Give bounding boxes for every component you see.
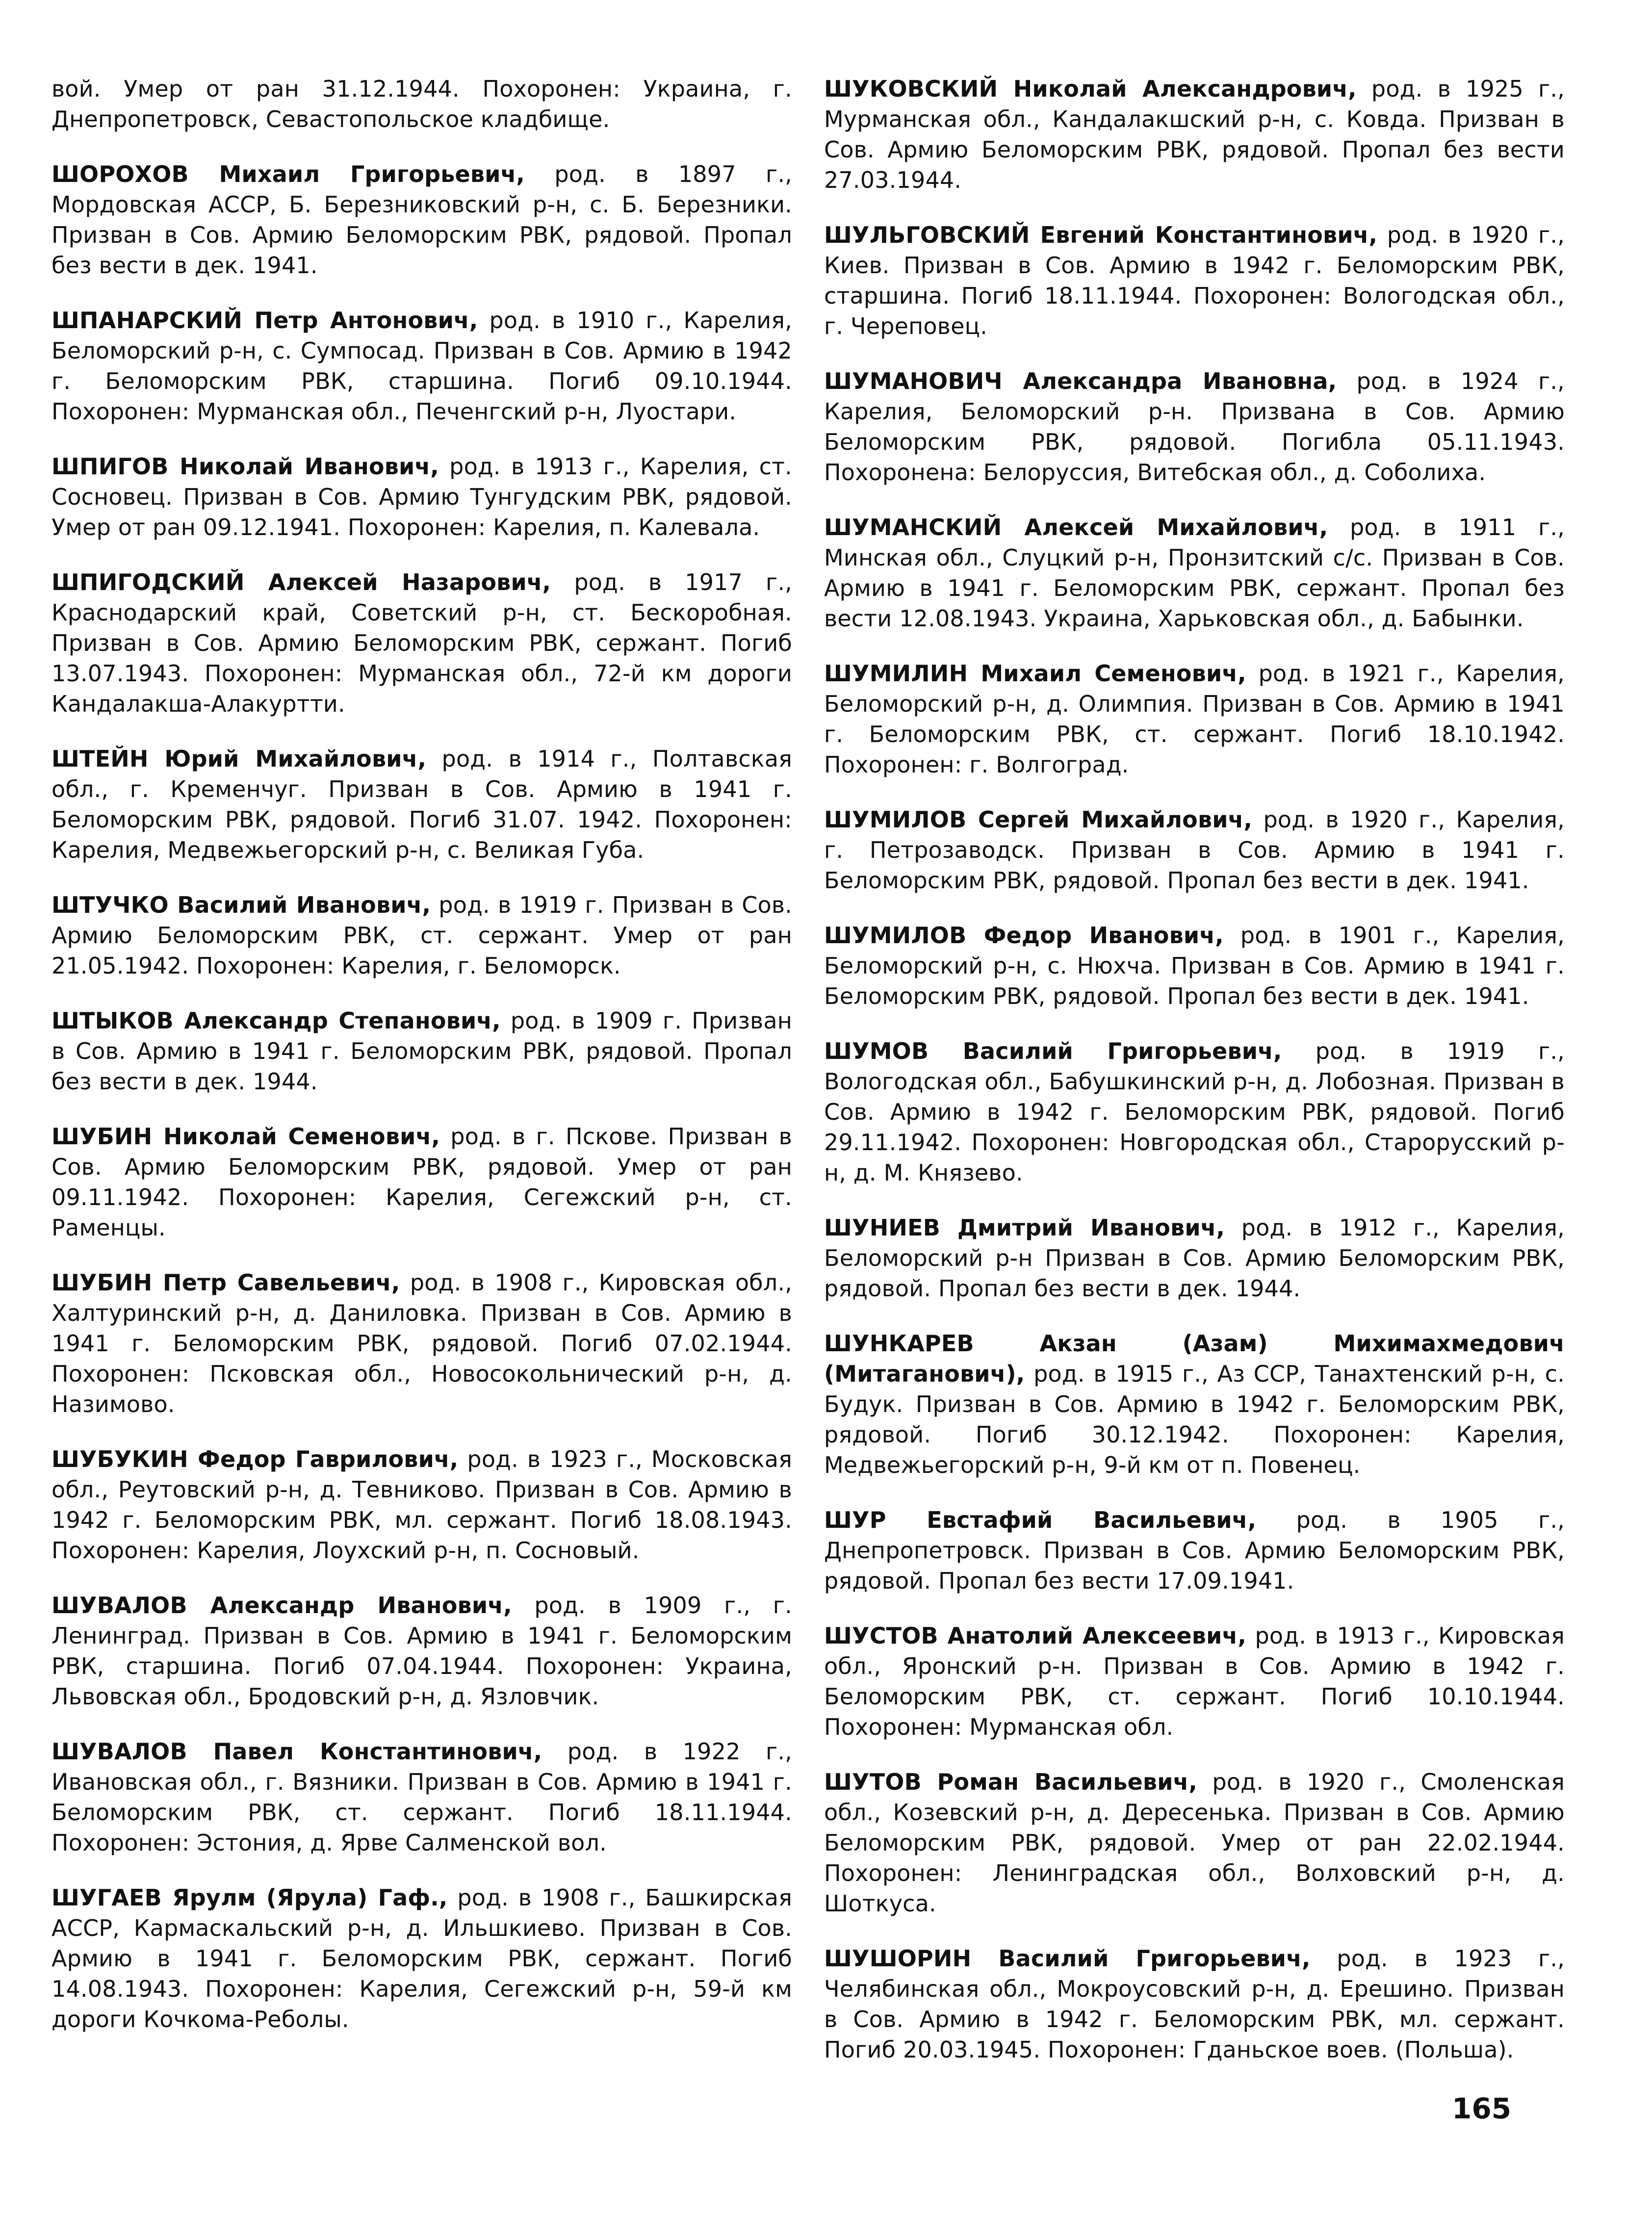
entry-text: род. в 1917 г., Краснодарский край, Советский р-н, ст. Бескоробная. Призван в Сов. Армию Беломорским РВК, сержант. Погиб 13.07.1943. Похоронен: Мурманская обл., 72-й км дороги Кандалакша-Алакуртти. (52, 569, 792, 717)
entry-name: ШПИГОДСКИЙ Алексей Назарович, (52, 569, 551, 595)
entry-name: ШТЫКОВ Александр Степанович, (52, 1007, 501, 1034)
entry (52, 451, 792, 542)
entry-name: ШУМОВ Василий Григорьевич, (824, 1038, 1282, 1064)
entry (52, 1444, 792, 1566)
entry (824, 1943, 1565, 2065)
entry-text: род. в 1913 г., Кировская обл., Яронский р-н. Призван в Сов. Армию в 1942 г. Беломорским РВК, ст. сержант. Погиб 10.10.1944. Похоронен: Мурманская обл. (824, 1622, 1565, 1740)
entry (52, 1005, 792, 1097)
entry (52, 890, 792, 981)
entry-name: ШУМИЛОВ Сергей Михайлович, (824, 806, 1253, 833)
entry (824, 1621, 1565, 1742)
entry-text: род. в 1923 г., Московская обл., Реутовский р-н, д. Тевниково. Призван в Сов. Армию в 1942 г. Беломорским РВК, мл. сержант. Погиб 18.08.1943. Похоронен: Карелия, Лоухский р-н, п. Сосновый. (52, 1446, 792, 1564)
entry-name: ШУКОВСКИЙ Николай Александрович, (824, 76, 1357, 102)
entry-text: род. в 1924 г., Карелия, Беломорский р-н. Призвана в Сов. Армию Беломорским РВК, рядовой. Погибла 05.11.1943. Похоронена: Белоруссия, Витебская обл., д. Соболиха. (824, 368, 1565, 486)
entry-text: род. в 1909 г. Призван в Сов. Армию в 1941 г. Беломорским РВК, рядовой. Пропал без вести в дек. 1944. (52, 1007, 792, 1095)
entry (824, 920, 1565, 1011)
entry-text: род. в 1912 г., Карелия, Беломорский р-н Призван в Сов. Армию Беломорским РВК, рядовой. Пропал без вести в дек. 1944. (824, 1214, 1565, 1302)
entry (52, 305, 792, 427)
entry-name: ШУЛЬГОВСКИЙ Евгений Константинович, (824, 222, 1378, 248)
entry-name: ШУБИН Петр Савельевич, (52, 1269, 400, 1296)
entry-text: род. в 1914 г., Полтавская обл., г. Кременчуг. Призван в Сов. Армию в 1941 г. Беломорским РВК, рядовой. Погиб 31.07. 1942. Похоронен: Карелия, Медвежьегорский р-н, с. Великая Губа. (52, 746, 792, 863)
entry (52, 1121, 792, 1243)
entry-name: ШУМАНОВИЧ Александра Ивановна, (824, 368, 1337, 394)
page-number: 165 (1452, 2092, 1512, 2125)
entry-text: род. в 1897 г., Мордовская АССР, Б. Березниковский р-н, с. Б. Березники. Призван в Сов. Армию Беломорским РВК, рядовой. Пропал без вести в дек. 1941. (52, 161, 792, 279)
entry (824, 1212, 1565, 1304)
entry-text: род. в 1908 г., Кировская обл., Халтуринский р-н, д. Даниловка. Призван в Сов. Армию в 1941 г. Беломорским РВК, рядовой. Погиб 07.02.1944. Похоронен: Псковская обл., Новосокольнический р-н, д. Назимово. (52, 1269, 793, 1417)
entry-text: род. в 1921 г., Карелия, Беломорский р-н, д. Олимпия. Призван в Сов. Армию в 1941 г. Беломорским РВК, ст. сержант. Погиб 18.10.1942. Похоронен: г. Волгоград. (824, 660, 1565, 778)
entry-text: род. в 1920 г., Карелия, г. Петрозаводск. Призван в Сов. Армию в 1941 г. Беломорским РВК, рядовой. Пропал без вести в дек. 1941. (824, 806, 1565, 894)
entry-text: род. в 1909 г., г. Ленинград. Призван в Сов. Армию в 1941 г. Беломорским РВК, старшина. Погиб 07.04.1944. Похоронен: Украина, Львовская обл., Бродовский р-н, д. Язловчик. (52, 1592, 792, 1710)
entry-name: ШТЕЙН Юрий Михайлович, (52, 746, 427, 772)
entry (52, 74, 792, 134)
entry-text: род. в 1920 г., Смоленская обл., Козевский р-н, д. Дересенька. Призван в Сов. Армию Беломорским РВК, рядовой. Умер от ран 22.02.1944. Похоронен: Ленинградская обл., Волховский р-н, д. Шоткуса. (824, 1769, 1565, 1917)
entry-name: ШТУЧКО Василий Иванович, (52, 892, 431, 918)
entry (824, 804, 1565, 896)
entry (52, 1590, 792, 1712)
entry-text: род. в 1910 г., Карелия, Беломорский р-н, с. Сумпосад. Призван в Сов. Армию в 1942 г. Беломорским РВК, старшина. Погиб 09.10.1944. Похоронен: Мурманская обл., Печенгский р-н, Луостари. (52, 307, 792, 425)
entry (52, 744, 792, 865)
entry-text: род. в 1913 г., Карелия, ст. Сосновец. Призван в Сов. Армию Тунгудским РВК, рядовой. Умер от ран 09.12.1941. Похоронен: Карелия, п. Калевала. (52, 453, 792, 540)
entry-name: ШУМАНСКИЙ Алексей Михайлович, (824, 514, 1328, 540)
entry-name: ШУВАЛОВ Александр Иванович, (52, 1592, 512, 1619)
entry (52, 1882, 792, 2034)
entry-text: род. в 1922 г., Ивановская обл., г. Вязники. Призван в Сов. Армию в 1941 г. Беломорским РВК, ст. сержант. Погиб 18.11.1944. Похоронен: Эстония, д. Ярве Салменской вол. (52, 1738, 792, 1856)
entry-name: ШУВАЛОВ Павел Константинович, (52, 1738, 542, 1765)
entry (52, 1267, 792, 1419)
entry-text: род. в 1919 г. Призван в Сов. Армию Беломорским РВК, ст. сержант. Умер от ран 21.05.1942. Похоронен: Карелия, г. Беломорск. (52, 892, 793, 979)
entry-text: род. в 1925 г., Мурманская обл., Кандалакшский р-н, с. Ковда. Призван в Сов. Армию Беломорским РВК, рядовой. Пропал без вести 27.03.1944. (824, 76, 1565, 193)
left-column (52, 74, 792, 2059)
entry-text: род. в 1905 г., Днепропетровск. Призван в Сов. Армию Беломорским РВК, рядовой. Пропал без вести 17.09.1941. (824, 1507, 1565, 1594)
entry-name: ШУСТОВ Анатолий Алексеевич, (824, 1622, 1246, 1649)
entry-text: род. в 1919 г., Вологодская обл., Бабушкинский р-н, д. Лобозная. Призван в Сов. Армию в 1942 г. Беломорским РВК, рядовой. Погиб 29.11.1942. Похоронен: Новгородская обл., Старорусский р-н, д. М. Князево. (824, 1038, 1565, 1186)
entry (824, 1767, 1565, 1919)
entry-name: ШУР Евстафий Васильевич, (824, 1507, 1257, 1533)
entry (52, 159, 792, 281)
entry (824, 512, 1565, 634)
entry-name: ШУГАЕВ Ярулм (Ярула) Гаф., (52, 1884, 448, 1911)
entry-text: род. в 1908 г., Башкирская АССР, Кармаскальский р-н, д. Ильшкиево. Призван в Сов. Армию в 1941 г. Беломорским РВК, сержант. Погиб 14.08.1943. Похоронен: Карелия, Сегежский р-н, 59-й км дороги Кочкома-Реболы. (52, 1884, 792, 2033)
entry-text: род. в г. Пскове. Призван в Сов. Армию Беломорским РВК, рядовой. Умер от ран 09.11.1942. Похоронен: Карелия, Сегежский р-н, ст. Раменцы. (52, 1123, 792, 1241)
entry-name: ШУБИН Николай Семенович, (52, 1123, 440, 1150)
entry-name: ШУТОВ Роман Васильевич, (824, 1769, 1198, 1795)
entry-name: ШПИГОВ Николай Иванович, (52, 453, 439, 480)
right-column (824, 74, 1565, 2089)
entry-text: род. в 1901 г., Карелия, Беломорский р-н, с. Нюхча. Призван в Сов. Армию в 1941 г. Беломорским РВК, рядовой. Пропал без вести в дек. 1941. (824, 922, 1565, 1009)
entry-text: род. в 1920 г., Киев. Призван в Сов. Армию в 1942 г. Беломорским РВК, старшина. Погиб 18.11.1944. Похоронен: Вологодская обл., г. Череповец. (824, 222, 1565, 339)
entry (824, 1328, 1565, 1480)
entry-text: вой. Умер от ран 31.12.1944. Похоронен: Украина, г. Днепропетровск, Севастопольское кладбище. (52, 76, 792, 132)
entry (824, 1036, 1565, 1188)
entry-name: ШОРОХОВ Михаил Григорьевич, (52, 161, 525, 187)
entry (824, 658, 1565, 780)
entry-name: ШУМИЛИН Михаил Семенович, (824, 660, 1246, 687)
entry-name: ШПАНАРСКИЙ Петр Антонович, (52, 307, 478, 334)
entry (824, 74, 1565, 195)
entry-text: род. в 1923 г., Челябинская обл., Мокроусовский р-н, д. Ерешино. Призван в Сов. Армию в 1942 г. Беломорским РВК, мл. сержант. Погиб 20.03.1945. Похоронен: Гданьское воев. (Польша). (824, 1945, 1565, 2063)
entry (824, 366, 1565, 488)
entry (824, 220, 1565, 341)
entry-name: ШУШОРИН Василий Григорьевич, (824, 1945, 1311, 1972)
entry (824, 1505, 1565, 1596)
entry-name: ШУБУКИН Федор Гаврилович, (52, 1446, 459, 1472)
entry-text: род. в 1915 г., Аз ССР, Танахтенский р-н, с. Будук. Призван в Сов. Армию в 1942 г. Беломорским РВК, рядовой. Погиб 30.12.1942. Похоронен: Карелия, Медвежьегорский р-н, 9-й км от п. Повенец. (824, 1361, 1565, 1478)
entry-name: ШУМИЛОВ Федор Иванович, (824, 922, 1224, 949)
entry-name: ШУНКАРЕВ Акзан (Азам) Михимахмедович (Митаганович), (824, 1330, 1565, 1387)
entry (52, 1736, 792, 1858)
entry-text: род. в 1911 г., Минская обл., Слуцкий р-н, Пронзитский с/с. Призван в Сов. Армию в 1941 г. Беломорским РВК, сержант. Пропал без вести 12.08.1943. Украина, Харьковская обл., д. Бабынки. (824, 514, 1565, 632)
entry-name: ШУНИЕВ Дмитрий Иванович, (824, 1214, 1225, 1241)
entry (52, 567, 792, 719)
